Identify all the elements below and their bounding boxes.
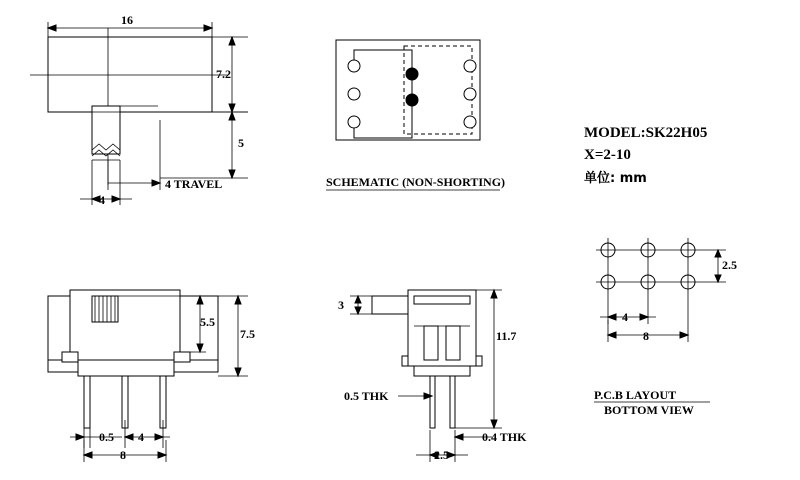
top-view-lever-width-label: 4 (99, 193, 105, 207)
model-label: MODEL:SK22H05 (584, 125, 708, 141)
top-view-height-label: 7.2 (216, 67, 231, 81)
front-view-pin-dia-label: 0.5 (99, 430, 114, 444)
front-view-total-width-label: 8 (120, 448, 126, 462)
front-view-body-height-label: 7.5 (240, 327, 255, 341)
side-view-thk1-label: 0.5 THK (344, 389, 389, 403)
top-view-body (48, 37, 212, 112)
pcb-layout-view (596, 238, 726, 342)
schematic-diagram (336, 40, 480, 140)
pcb-total-width-label: 8 (643, 329, 649, 343)
pcb-row-pitch-label: 2.5 (722, 258, 737, 272)
pcb-hole-pitch-label: 4 (622, 310, 628, 324)
top-view-lever-height-label: 5 (238, 136, 244, 150)
side-view (350, 290, 502, 462)
front-view (48, 290, 248, 462)
side-view-total-height-label: 11.7 (496, 329, 517, 343)
side-view-depth-label: 2.5 (434, 448, 449, 462)
side-view-thk2-label: 0.4 THK (482, 430, 527, 444)
front-view-pin-pitch-label: 4 (138, 430, 144, 444)
schematic-caption: SCHEMATIC (NON-SHORTING) (326, 175, 506, 189)
front-view-knob-height-label: 5.5 (200, 315, 215, 329)
top-view-dim-lever-width (80, 160, 132, 205)
side-view-knob-length-label: 3 (338, 298, 344, 312)
pcb-caption-line2: BOTTOM VIEW (604, 403, 694, 417)
pcb-caption-line1: P.C.B LAYOUT (594, 388, 677, 402)
top-view-width-label: 16 (121, 13, 133, 27)
x-range-label: X=2-10 (584, 147, 631, 163)
top-view-travel-label: 4 TRAVEL (165, 177, 223, 191)
top-view-dim-5 (160, 112, 248, 178)
unit-label: 单位: mm (584, 171, 647, 186)
